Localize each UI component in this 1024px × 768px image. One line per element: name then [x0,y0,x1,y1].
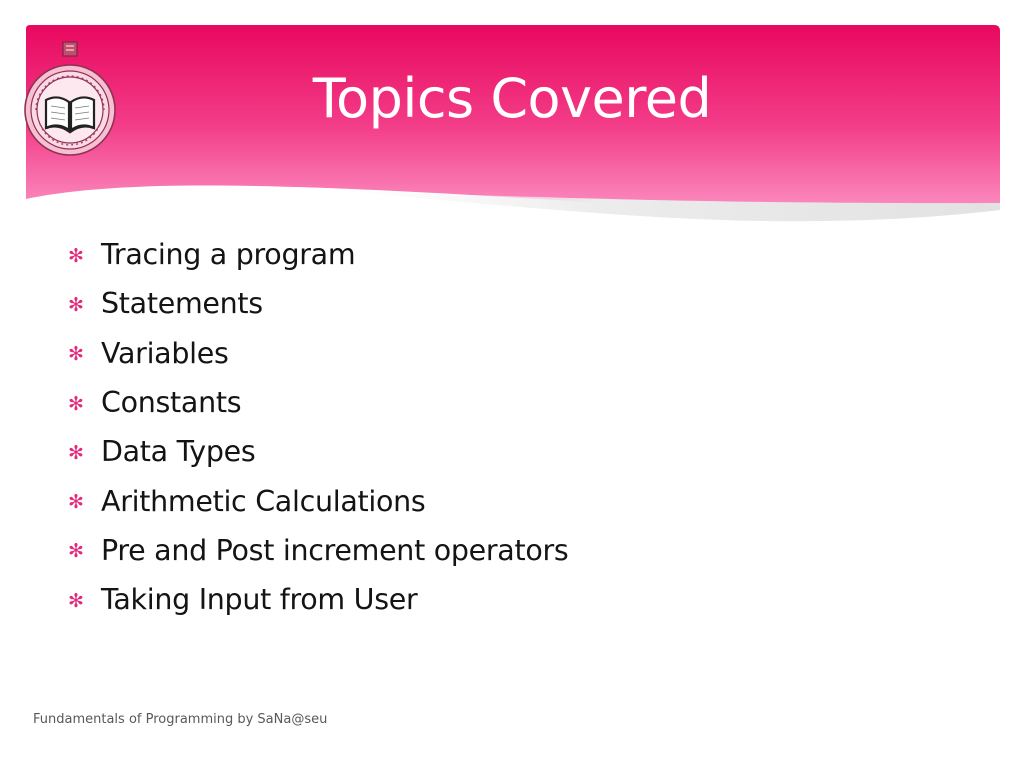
list-item-text: Variables [101,336,229,370]
asterisk-bullet-icon: ✻ [68,293,84,316]
list-item [68,378,568,427]
list-item [68,476,568,525]
list-item-text: Pre and Post increment operators [101,533,569,567]
list-item-text: Arithmetic Calculations [101,484,426,518]
topics-list [68,230,568,624]
asterisk-bullet-icon: ✻ [68,392,84,415]
list-item [68,427,568,476]
list-item-text: Statements [101,287,263,321]
asterisk-bullet-icon: ✻ [68,540,84,563]
list-item [68,279,568,328]
list-item-text: Constants [101,386,242,420]
slide-footer: Fundamentals of Programming by SaNa@seu [33,712,328,727]
asterisk-bullet-icon: ✻ [68,589,84,612]
asterisk-bullet-icon: ✻ [68,441,84,464]
list-item [68,230,568,279]
list-item-text: Data Types [101,435,256,469]
list-item-text: Taking Input from User [101,583,418,617]
list-item [68,526,568,575]
list-item-text: Tracing a program [101,238,356,272]
list-item [68,575,568,624]
slide-title: Topics Covered [312,67,712,130]
asterisk-bullet-icon: ✻ [68,491,84,514]
asterisk-bullet-icon: ✻ [68,244,84,267]
list-item [68,329,568,378]
asterisk-bullet-icon: ✻ [68,343,84,366]
